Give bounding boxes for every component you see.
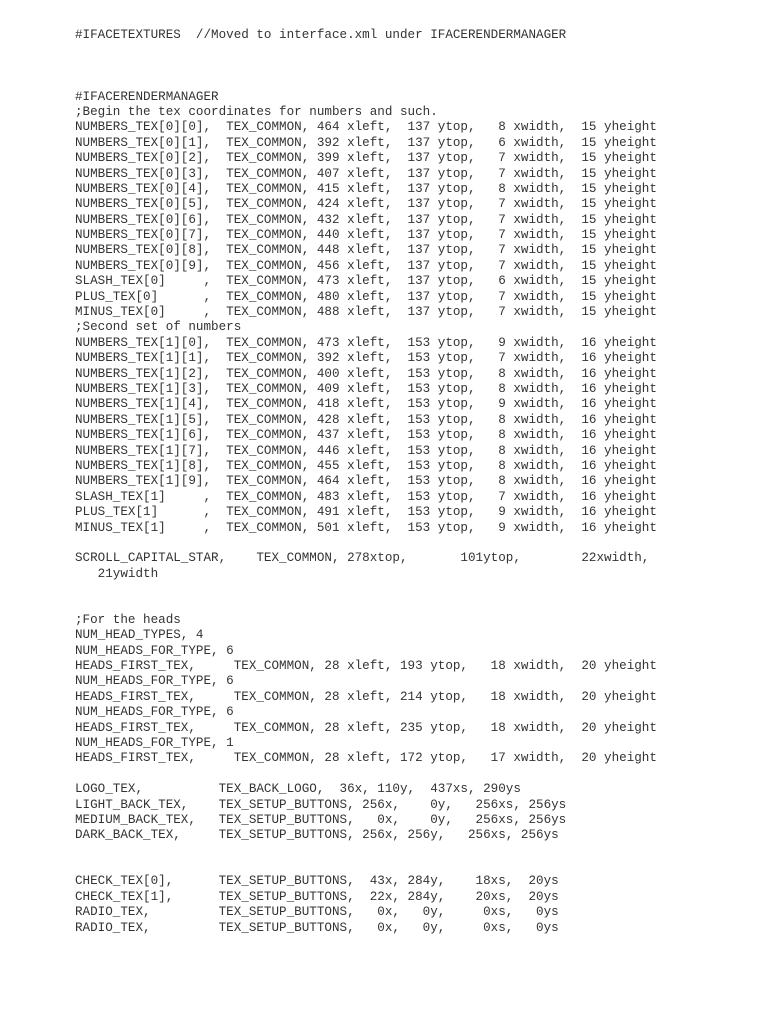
text-line: NUMBERS_TEX[1][8], TEX_COMMON, 455 xleft, 153 ytop, 8 xwidth, 16 yheight <box>75 458 657 473</box>
text-line: 21ywidth <box>75 566 159 581</box>
text-line: #IFACETEXTURES //Moved to interface.xml under IFACERENDERMANAGER <box>75 28 567 42</box>
text-line: RADIO_TEX, TEX_SETUP_BUTTONS, 0x, 0y, 0xs, 0ys <box>75 920 559 935</box>
text-line: SCROLL_CAPITAL_STAR, TEX_COMMON, 278xtop, 101ytop, 22xwidth, <box>75 551 650 566</box>
text-line: NUMBERS_TEX[1][2], TEX_COMMON, 400 xleft, 153 ytop, 8 xwidth, 16 yheight <box>75 366 657 381</box>
text-line: HEADS_FIRST_TEX, TEX_COMMON, 28 xleft, 172 ytop, 17 xwidth, 20 yheight <box>75 751 657 766</box>
text-line: NUMBERS_TEX[1][9], TEX_COMMON, 464 xleft, 153 ytop, 8 xwidth, 16 yheight <box>75 474 657 489</box>
text-line: NUMBERS_TEX[0][5], TEX_COMMON, 424 xleft, 137 ytop, 7 xwidth, 15 yheight <box>75 197 657 212</box>
text-line: HEADS_FIRST_TEX, TEX_COMMON, 28 xleft, 214 ytop, 18 xwidth, 20 yheight <box>75 689 657 704</box>
text-line: NUMBERS_TEX[0][4], TEX_COMMON, 415 xleft, 137 ytop, 8 xwidth, 15 yheight <box>75 181 657 196</box>
text-line <box>75 536 755 551</box>
text-line: ;For the heads <box>75 612 181 627</box>
text-line: ;Second set of numbers <box>75 320 242 335</box>
text-line: NUMBERS_TEX[1][4], TEX_COMMON, 418 xleft, 153 ytop, 9 xwidth, 16 yheight <box>75 397 657 412</box>
text-line: CHECK_TEX[1], TEX_SETUP_BUTTONS, 22x, 284y, 20xs, 20ys <box>75 889 559 904</box>
text-line: NUMBERS_TEX[1][6], TEX_COMMON, 437 xleft, 153 ytop, 8 xwidth, 16 yheight <box>75 428 657 443</box>
text-line <box>75 582 755 597</box>
text-line: NUMBERS_TEX[1][5], TEX_COMMON, 428 xleft, 153 ytop, 8 xwidth, 16 yheight <box>75 412 657 427</box>
text-line: MEDIUM_BACK_TEX, TEX_SETUP_BUTTONS, 0x, 0y, 256xs, 256ys <box>75 812 567 827</box>
text-line <box>75 859 755 874</box>
text-line: NUMBERS_TEX[0][3], TEX_COMMON, 407 xleft, 137 ytop, 7 xwidth, 15 yheight <box>75 166 657 181</box>
text-line: LOGO_TEX, TEX_BACK_LOGO, 36x, 110y, 437xs, 290ys <box>75 782 521 797</box>
text-line: ;Begin the tex coordinates for numbers and such. <box>75 104 438 119</box>
document-page <box>75 28 755 936</box>
text-line <box>75 767 755 782</box>
text-line: SLASH_TEX[0] , TEX_COMMON, 473 xleft, 137 ytop, 6 xwidth, 15 yheight <box>75 274 657 289</box>
text-line: NUMBERS_TEX[0][9], TEX_COMMON, 456 xleft, 137 ytop, 7 xwidth, 15 yheight <box>75 258 657 273</box>
text-line: NUM_HEADS_FOR_TYPE, 6 <box>75 643 234 658</box>
text-line: NUMBERS_TEX[0][2], TEX_COMMON, 399 xleft, 137 ytop, 7 xwidth, 15 yheight <box>75 151 657 166</box>
text-line <box>75 59 755 74</box>
text-line: NUMBERS_TEX[1][3], TEX_COMMON, 409 xleft, 153 ytop, 8 xwidth, 16 yheight <box>75 381 657 396</box>
text-line: PLUS_TEX[1] , TEX_COMMON, 491 xleft, 153 ytop, 9 xwidth, 16 yheight <box>75 505 657 520</box>
text-line: DARK_BACK_TEX, TEX_SETUP_BUTTONS, 256x, 256y, 256xs, 256ys <box>75 828 559 843</box>
text-line: NUMBERS_TEX[0][8], TEX_COMMON, 448 xleft, 137 ytop, 7 xwidth, 15 yheight <box>75 243 657 258</box>
text-line: LIGHT_BACK_TEX, TEX_SETUP_BUTTONS, 256x, 0y, 256xs, 256ys <box>75 797 567 812</box>
text-line: NUMBERS_TEX[1][1], TEX_COMMON, 392 xleft, 153 ytop, 7 xwidth, 16 yheight <box>75 351 657 366</box>
text-line: RADIO_TEX, TEX_SETUP_BUTTONS, 0x, 0y, 0xs, 0ys <box>75 905 559 920</box>
text-line: SLASH_TEX[1] , TEX_COMMON, 483 xleft, 153 ytop, 7 xwidth, 16 yheight <box>75 489 657 504</box>
text-line: NUM_HEADS_FOR_TYPE, 1 <box>75 735 234 750</box>
text-line: PLUS_TEX[0] , TEX_COMMON, 480 xleft, 137 ytop, 7 xwidth, 15 yheight <box>75 289 657 304</box>
text-line: NUM_HEAD_TYPES, 4 <box>75 628 204 643</box>
text-line: MINUS_TEX[1] , TEX_COMMON, 501 xleft, 153 ytop, 9 xwidth, 16 yheight <box>75 520 657 535</box>
text-line <box>75 74 755 89</box>
text-line: NUM_HEADS_FOR_TYPE, 6 <box>75 674 234 689</box>
text-line: HEADS_FIRST_TEX, TEX_COMMON, 28 xleft, 193 ytop, 18 xwidth, 20 yheight <box>75 659 657 674</box>
text-line: NUMBERS_TEX[0][1], TEX_COMMON, 392 xleft, 137 ytop, 6 xwidth, 15 yheight <box>75 135 657 150</box>
text-line: NUMBERS_TEX[0][6], TEX_COMMON, 432 xleft, 137 ytop, 7 xwidth, 15 yheight <box>75 212 657 227</box>
text-line: MINUS_TEX[0] , TEX_COMMON, 488 xleft, 137 ytop, 7 xwidth, 15 yheight <box>75 305 657 320</box>
text-line: NUMBERS_TEX[0][7], TEX_COMMON, 440 xleft, 137 ytop, 7 xwidth, 15 yheight <box>75 228 657 243</box>
text-line: NUM_HEADS_FOR_TYPE, 6 <box>75 705 234 720</box>
text-line: CHECK_TEX[0], TEX_SETUP_BUTTONS, 43x, 284y, 18xs, 20ys <box>75 874 559 889</box>
text-line: HEADS_FIRST_TEX, TEX_COMMON, 28 xleft, 235 ytop, 18 xwidth, 20 yheight <box>75 720 657 735</box>
text-line <box>75 597 755 612</box>
text-line: NUMBERS_TEX[1][7], TEX_COMMON, 446 xleft, 153 ytop, 8 xwidth, 16 yheight <box>75 443 657 458</box>
text-line: NUMBERS_TEX[0][0], TEX_COMMON, 464 xleft, 137 ytop, 8 xwidth, 15 yheight <box>75 120 657 135</box>
text-line: #IFACERENDERMANAGER <box>75 89 219 104</box>
text-line <box>75 844 755 859</box>
text-line: NUMBERS_TEX[1][0], TEX_COMMON, 473 xleft, 153 ytop, 9 xwidth, 16 yheight <box>75 335 657 350</box>
text-line <box>75 43 755 58</box>
